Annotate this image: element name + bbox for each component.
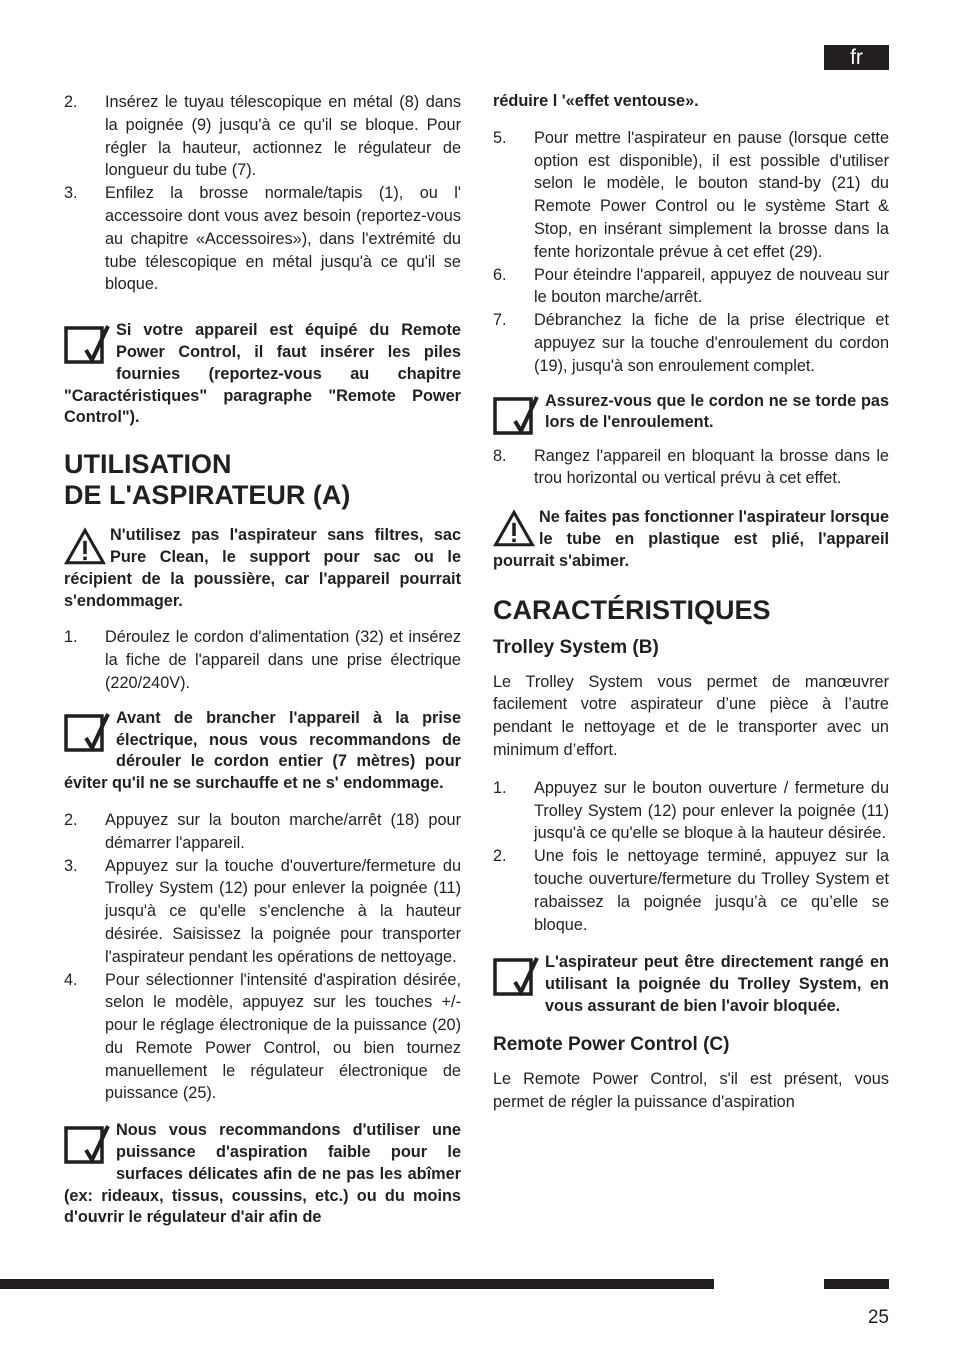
list-item bbox=[493, 445, 889, 491]
step-number: 3. bbox=[64, 184, 78, 203]
subheading-remote: Remote Power Control (C) bbox=[493, 1033, 730, 1055]
step-number: 2. bbox=[64, 810, 78, 829]
note-text: Avant de brancher l'appareil à la prise électrique, nous vous recommandons de dérouler le cordon entier (7 mètres) pour éviter qu'il ne se surchauffe et ne s' endommage. bbox=[64, 708, 461, 793]
left-column bbox=[64, 91, 461, 1229]
page-number: 25 bbox=[867, 1307, 889, 1328]
heading-line-2: DE L'ASPIRATEUR (A) bbox=[64, 480, 351, 511]
step-number: 1. bbox=[64, 628, 78, 647]
step-number: 4. bbox=[64, 970, 78, 989]
step-text: Appuyez sur la bouton marche/arrêt (18) pour démarrer l'appareil. bbox=[105, 810, 461, 852]
warning-text: N'utilisez pas l'aspirateur sans filtres, sac Pure Clean, le support pour sac ou le récipient de la poussière, car l'appareil pourrait s'endommager. bbox=[64, 526, 461, 610]
checkmark-note-icon bbox=[64, 1122, 112, 1166]
step-text: Appuyez sur la touche d'ouverture/fermeture du Trolley System (12) pour enlever la poignée (11) jusqu'à ce qu'elle s'enclenche à la hauteur désirée. Saisissez la poignée pour transporter l'aspirateur pendant les opérations de nettoyage. bbox=[105, 856, 461, 966]
step-text: Débranchez la fiche de la prise électrique et appuyez sur la touche d'enroulement du cordon (19), jusqu'à son enroulement complet. bbox=[534, 311, 889, 375]
step-number: 7. bbox=[493, 311, 507, 330]
section-heading-usage bbox=[64, 449, 461, 511]
steps-list-3 bbox=[64, 809, 461, 1105]
list-item bbox=[64, 182, 461, 296]
note-block-storage bbox=[493, 952, 889, 1017]
list-item bbox=[64, 626, 461, 694]
step-text: Pour sélectionner l'intensité d'aspiration désirée, selon le modèle, appuyez sur les touches +/- pour le réglage électronique de la puissance (20) du Remote Power Control, ou bien tournez manuellement le régulateur électronique de puissance (25). bbox=[105, 970, 461, 1103]
step-number: 6. bbox=[493, 265, 507, 284]
footer-rule-left bbox=[0, 1279, 714, 1289]
warning-triangle-icon bbox=[493, 509, 535, 549]
right-column bbox=[493, 91, 889, 1113]
checkmark-note-icon bbox=[64, 710, 112, 754]
step-number: 5. bbox=[493, 128, 507, 147]
list-item bbox=[493, 264, 889, 310]
step-number: 2. bbox=[64, 93, 78, 111]
step-text: Une fois le nettoyage terminé, appuyez sur la touche ouverture/fermeture du Trolley System et rabaissez la poignée jusqu’à ce qu’elle se bloque. bbox=[534, 847, 889, 934]
paragraph-trolley: Le Trolley System vous permet de manœuvrer facilement votre aspirateur d’une pièce à l’autre pendant le nettoyage et de le transporter avec un minimum d’effort. bbox=[493, 672, 889, 759]
step-number: 3. bbox=[64, 856, 78, 875]
list-item bbox=[64, 809, 461, 855]
step-text: Rangez l'appareil en bloquant la brosse dans le trou horizontal ou vertical prévu à cet effet. bbox=[534, 446, 889, 488]
list-item bbox=[64, 969, 461, 1106]
steps-list-4 bbox=[493, 127, 889, 378]
checkmark-note-icon bbox=[64, 322, 112, 366]
note-text: Nous vous recommandons d'utiliser une puissance d'aspiration faible pour le surfaces délicates afin de ne pas les abîmer (ex: rideaux, tissus, coussins, etc.) ou du moins d'ouvrir le régulateur d'air afin de bbox=[64, 1121, 461, 1227]
heading-line-1: UTILISATION bbox=[64, 449, 232, 480]
list-item bbox=[493, 845, 889, 936]
step-text: Pour éteindre l'appareil, appuyez de nouveau sur le bouton marche/arrêt. bbox=[534, 265, 889, 307]
step-number: 8. bbox=[493, 446, 507, 465]
steps-list-1 bbox=[64, 91, 461, 296]
warning-block-filters bbox=[64, 525, 461, 612]
warning-triangle-icon bbox=[64, 527, 106, 567]
step-number: 1. bbox=[493, 778, 507, 797]
footer-rule-right bbox=[824, 1279, 889, 1289]
step-text: Enfilez la brosse normale/tapis (1), ou l' accessoire dont vous avez besoin (reportez-vous au chapitre «Accessoires»), dans l'extrémité du tube télescopique en métal jusqu'à ce qu'il se bloque. bbox=[105, 184, 461, 294]
steps-list-2 bbox=[64, 626, 461, 694]
note-block-cord bbox=[64, 708, 461, 795]
list-item bbox=[64, 91, 461, 182]
note-block-suction bbox=[64, 1120, 461, 1229]
note-text: Si votre appareil est équipé du Remote Power Control, il faut insérer les piles fournies (reportez-vous au chapitre "Caractéristiques" paragraphe "Remote Power Control"). bbox=[64, 321, 461, 427]
note-text: L'aspirateur peut être directement rangé en utilisant la poignée du Trolley System, en vous assurant de bien l'avoir bloquée. bbox=[545, 953, 889, 1015]
note-block-twist bbox=[493, 391, 889, 437]
step-text: Déroulez le cordon d'alimentation (32) et insérez la fiche de l'appareil dans une prise électrique (220/240V). bbox=[105, 628, 461, 692]
list-item bbox=[493, 127, 889, 264]
subheading-trolley: Trolley System (B) bbox=[493, 636, 659, 658]
warning-block-tube bbox=[493, 507, 889, 572]
step-text: Appuyez sur le bouton ouverture / fermeture du Trolley System (12) pour enlever la poignée (11) jusqu'à ce qu'elle se bloque à la hauteur désirée. bbox=[534, 778, 889, 843]
note-text: Assurez-vous que le cordon ne se torde pas lors de l'enroulement. bbox=[545, 391, 889, 432]
step-number: 2. bbox=[493, 847, 507, 866]
step-text: Pour mettre l'aspirateur en pause (lorsque cette option est disponible), il est possible d'utiliser selon le modèle, le bouton stand-by (21) du Remote Power Control ou le système Start & Stop, en insérant simplement la brosse dans la fente horizontale prévue à cet effet (29). bbox=[534, 128, 889, 261]
checkmark-note-icon bbox=[493, 954, 541, 998]
checkmark-note-icon bbox=[493, 393, 541, 437]
list-item bbox=[493, 777, 889, 845]
note-block-batteries bbox=[64, 320, 461, 429]
steps-list-5 bbox=[493, 445, 889, 491]
note-continuation: réduire l '«effet ventouse». bbox=[493, 92, 699, 110]
language-tab: fr bbox=[824, 45, 889, 70]
step-text: Insérez le tuyau télescopique en métal (8) dans la poignée (9) jusqu'à ce qu'il se bloque. Pour régler la hauteur, actionnez le régulateur de longueur du tube (7). bbox=[105, 93, 461, 180]
paragraph-remote: Le Remote Power Control, s'il est présent, vous permet de régler la puissance d'aspiration bbox=[493, 1069, 889, 1111]
section-heading-features: CARACTÉRISTIQUES bbox=[493, 594, 771, 625]
warning-text: Ne faites pas fonctionner l'aspirateur lorsque le tube en plastique est plié, l'appareil pourrait s'abimer. bbox=[493, 508, 889, 570]
list-item bbox=[64, 855, 461, 969]
list-item bbox=[493, 309, 889, 377]
steps-list-6 bbox=[493, 777, 889, 937]
